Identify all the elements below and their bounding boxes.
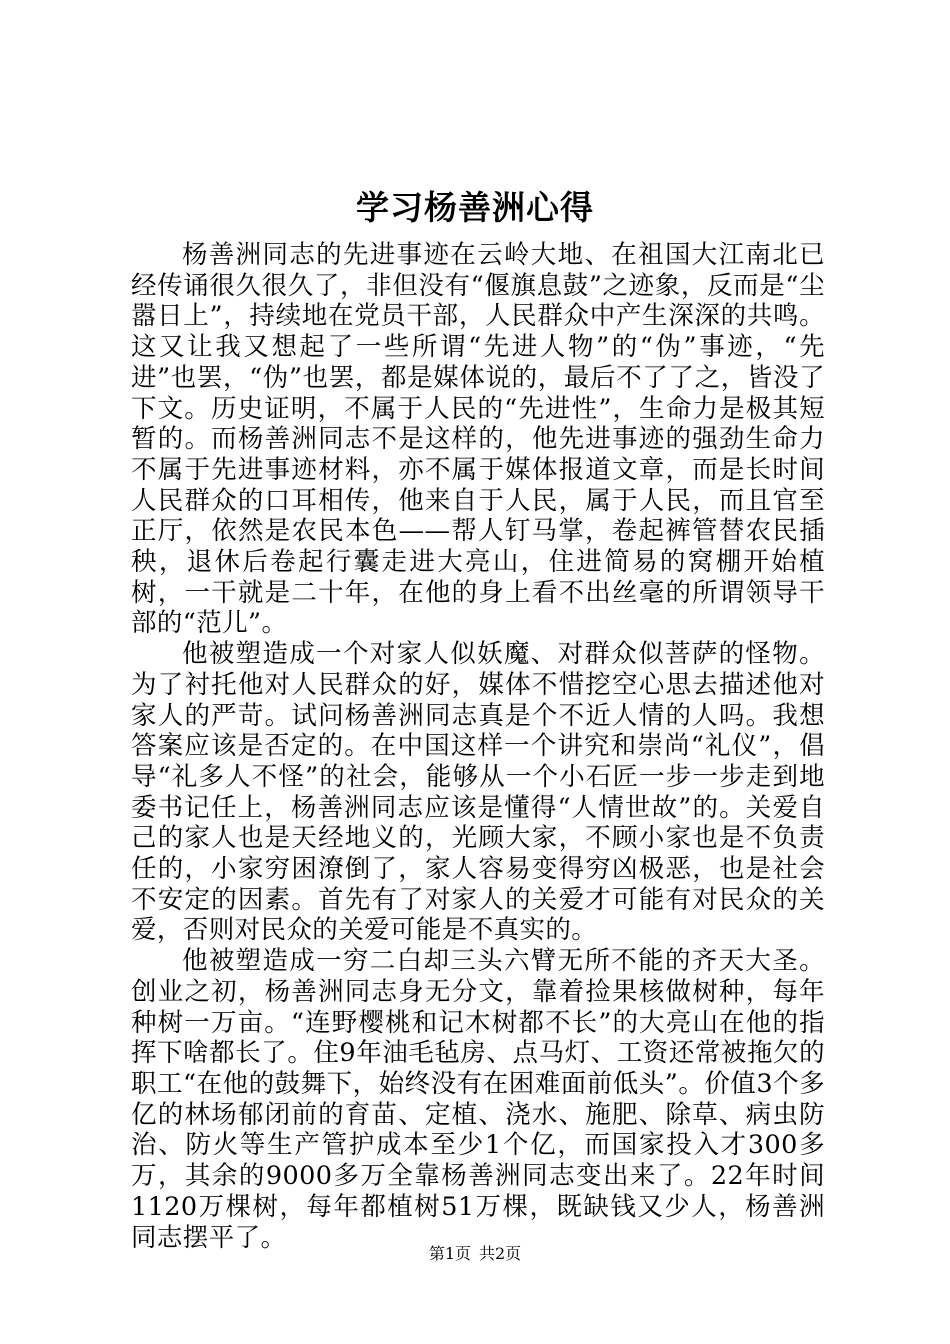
document-body	[131, 240, 825, 1253]
document-title: 学习杨善洲心得	[356, 188, 594, 227]
page-number-total: 共2页	[479, 1244, 522, 1263]
paragraph-3: 他被塑造成一穷二白却三头六臂无所不能的齐天大圣。创业之初，杨善洲同志身无分文，靠着捡果核做树种，每年种树一万亩。“连野樱桃和记木树都不长”的大亮山在他的指挥下啥都长了。住9年油毛毡房、点马灯、工资还常被拖欠的职工“在他的鼓舞下，始终没有在困难面前低头”。价值3个多亿的林场郁闭前的育苗、定植、浇水、施肥、除草、病虫防治、防火等生产管护成本至少1个亿，而国家投入才300多万，其余的9000多万全靠杨善洲同志变出来了。22年时间1120万棵树，每年都植树51万棵，既缺钱又少人，杨善洲同志摆平了。	[131, 946, 825, 1253]
paragraph-1: 杨善洲同志的先进事迹在云岭大地、在祖国大江南北已经传诵很久很久了，非但没有“偃旗息鼓”之迹象，反而是“尘嚣日上”，持续地在党员干部，人民群众中产生深深的共鸣。这又让我又想起了一些所谓“先进人物”的“伪”事迹，“先进”也罢，“伪”也罢，都是媒体说的，最后不了了之，皆没了下文。历史证明，不属于人民的“先进性”，生命力是极其短暂的。而杨善洲同志不是这样的，他先进事迹的强劲生命力不属于先进事迹材料，亦不属于媒体报道文章，而是长时间人民群众的口耳相传，他来自于人民，属于人民，而且官至正厅，依然是农民本色——帮人钉马掌，卷起裤管替农民插秧，退休后卷起行囊走进大亮山，住进简易的窝棚开始植树，一干就是二十年，在他的身上看不出丝毫的所谓领导干部的“范儿”。	[131, 240, 825, 639]
page-footer	[0, 1244, 950, 1264]
page-number-current: 第1页	[428, 1244, 471, 1263]
paragraph-2: 他被塑造成一个对家人似妖魔、对群众似菩萨的怪物。为了衬托他对人民群众的好，媒体不惜挖空心思去描述他对家人的严苛。试问杨善洲同志真是个不近人情的人吗。我想答案应该是否定的。在中国这样一个讲究和崇尚“礼仪”，倡导“礼多人不怪”的社会，能够从一个小石匠一步一步走到地委书记任上，杨善洲同志应该是懂得“人情世故”的。关爱自己的家人也是天经地义的，光顾大家，不顾小家也是不负责任的，小家穷困潦倒了，家人容易变得穷凶极恶，也是社会不安定的因素。首先有了对家人的关爱才可能有对民众的关爱，否则对民众的关爱可能是不真实的。	[131, 639, 825, 946]
